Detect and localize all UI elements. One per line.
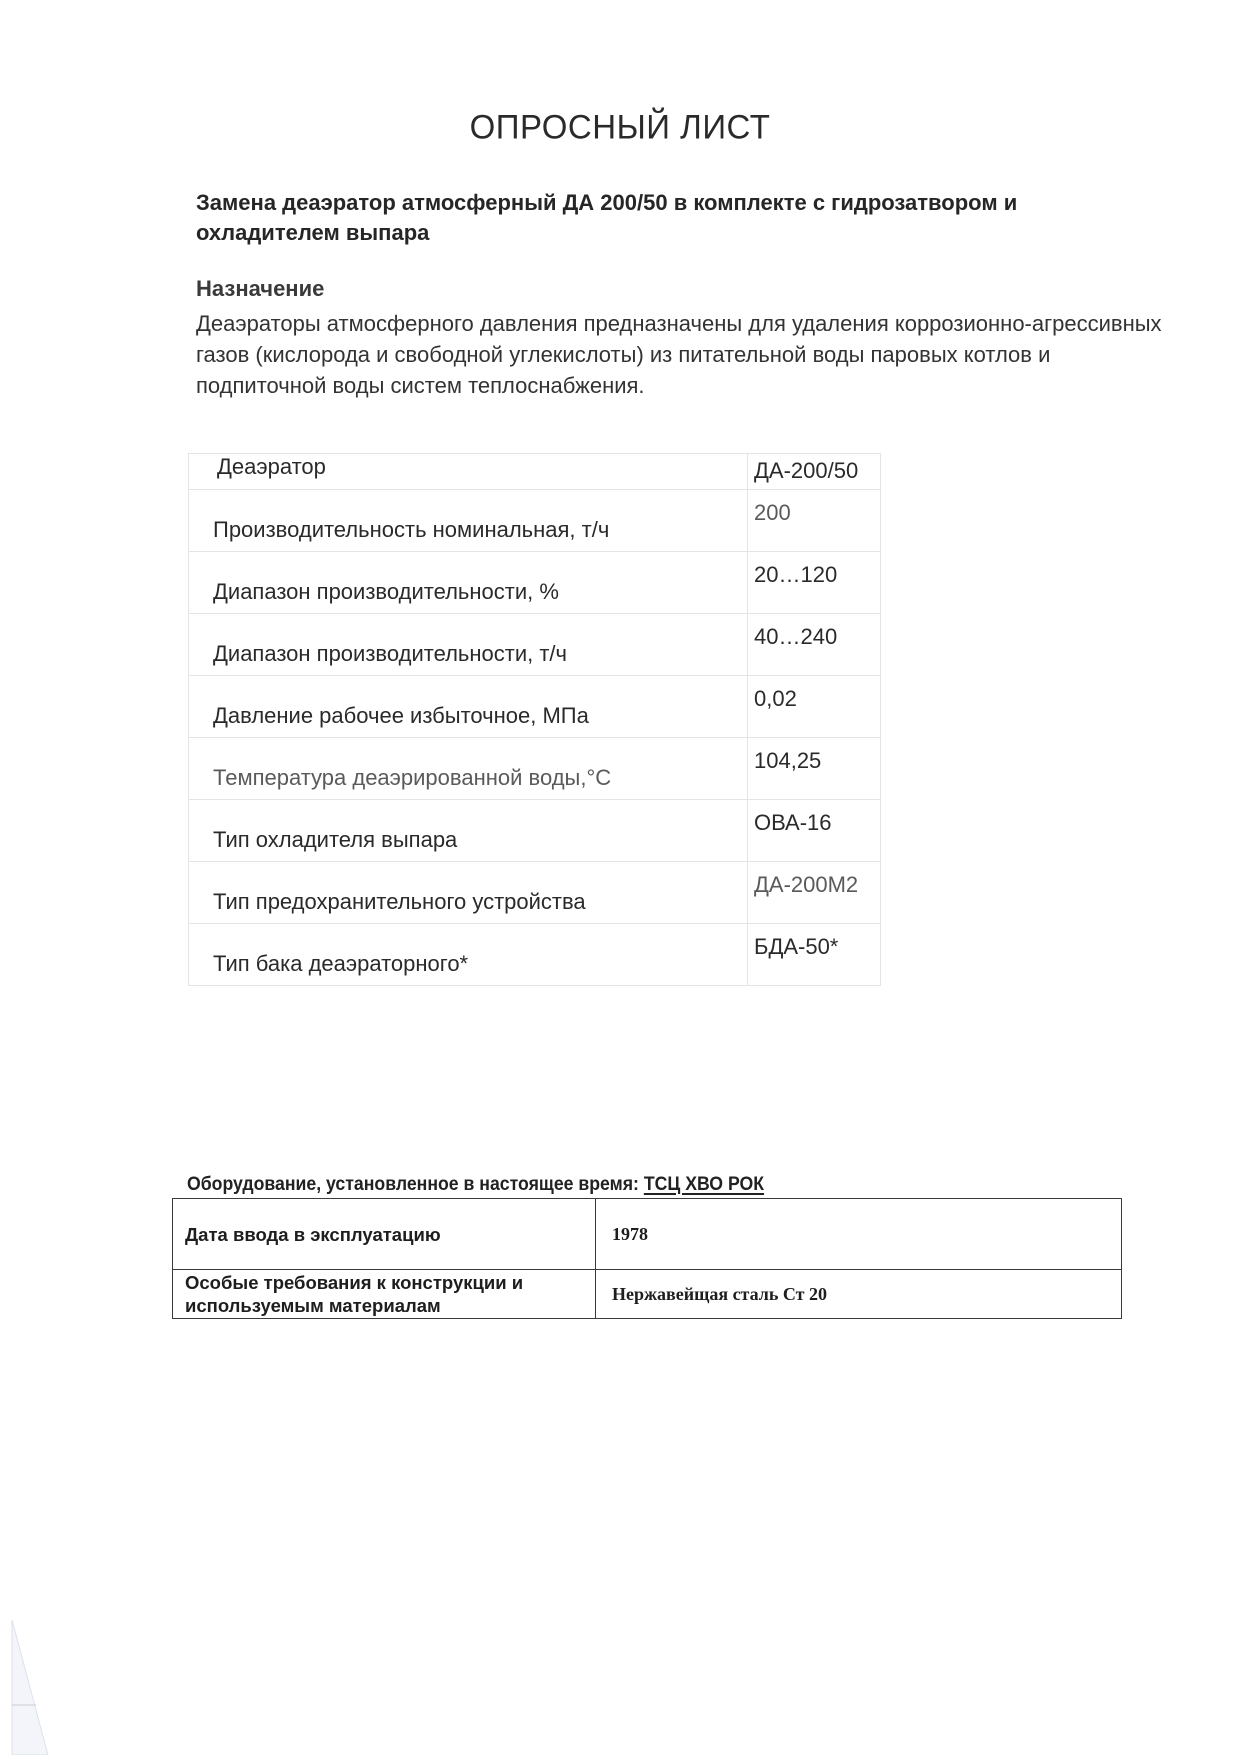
specs-row — [189, 614, 881, 676]
specs-value-cell — [748, 552, 881, 614]
specs-value-cell — [748, 454, 881, 490]
equipment-value: 1978 — [596, 1199, 1122, 1270]
specs-value-cell — [748, 924, 881, 986]
equipment-label: Дата ввода в эксплуатацию — [173, 1199, 596, 1270]
specs-param: Тип охладителя выпара — [213, 827, 458, 852]
specs-value-cell — [748, 738, 881, 800]
specs-param: Температура деаэрированной воды,°С — [213, 765, 612, 790]
specs-param: Тип предохранительного устройства — [213, 889, 586, 914]
specs-table — [188, 453, 881, 986]
specs-header-row — [189, 454, 881, 490]
specs-param-cell — [189, 862, 748, 924]
scan-edge-artifact — [10, 1620, 50, 1755]
specs-param-cell — [189, 800, 748, 862]
specs-value: БДА-50* — [754, 934, 839, 959]
specs-param-cell — [189, 924, 748, 986]
specs-header-param: Деаэратор — [217, 454, 326, 479]
specs-value: 40…240 — [754, 624, 838, 649]
specs-param-cell — [189, 738, 748, 800]
purpose-text: Деаэраторы атмосферного давления предназначены для удаления коррозионно-агрессивных газов (кислорода и свободной углекислоты) из питательной воды паровых котлов и подпиточной воды систем теплоснабжения. — [196, 311, 1162, 398]
purpose-heading: Назначение — [196, 276, 325, 301]
specs-param-cell — [189, 490, 748, 552]
specs-param-cell — [189, 614, 748, 676]
specs-value-cell — [748, 862, 881, 924]
specs-value: 200 — [754, 500, 791, 525]
specs-value: 0,02 — [754, 686, 797, 711]
specs-param: Диапазон производительности, % — [213, 579, 559, 604]
specs-param: Диапазон производительности, т/ч — [213, 641, 567, 666]
equipment-caption — [187, 1174, 764, 1196]
equipment-value: Нержавейщая сталь Ст 20 — [596, 1270, 1122, 1319]
specs-row — [189, 676, 881, 738]
specs-header-value: ДА-200/50 — [754, 458, 859, 483]
specs-param: Тип бака деаэраторного* — [213, 951, 469, 976]
specs-value: 104,25 — [754, 748, 822, 773]
specs-value-cell — [748, 614, 881, 676]
page-title: ОПРОСНЫЙ ЛИСТ — [469, 107, 771, 146]
equipment-row — [173, 1199, 1122, 1270]
specs-row — [189, 490, 881, 552]
specs-row — [189, 924, 881, 986]
specs-row — [189, 800, 881, 862]
specs-value-cell — [748, 490, 881, 552]
specs-value-cell — [748, 800, 881, 862]
equipment-row — [173, 1270, 1122, 1319]
specs-param: Давление рабочее избыточное, МПа — [213, 703, 589, 728]
specs-value: 20…120 — [754, 562, 838, 587]
specs-value: ОВА-16 — [754, 810, 832, 835]
equipment-caption-label: Оборудование, установленное в настоящее время: — [187, 1174, 644, 1195]
specs-value: ДА-200М2 — [754, 872, 859, 897]
specs-row — [189, 738, 881, 800]
specs-param: Производительность номинальная, т/ч — [213, 517, 610, 542]
specs-row — [189, 552, 881, 614]
specs-param-cell — [189, 454, 748, 490]
equipment-table — [172, 1198, 1122, 1319]
equipment-label: Особые требования к конструкции и используемым материалам — [173, 1270, 596, 1319]
equipment-caption-value: ТСЦ ХВО РОК — [643, 1174, 765, 1195]
specs-param-cell — [189, 676, 748, 738]
specs-value-cell — [748, 676, 881, 738]
specs-param-cell — [189, 552, 748, 614]
specs-row — [189, 862, 881, 924]
subject-heading: Замена деаэратор атмосферный ДА 200/50 в комплекте с гидрозатвором и охладителем выпара — [196, 190, 1018, 245]
